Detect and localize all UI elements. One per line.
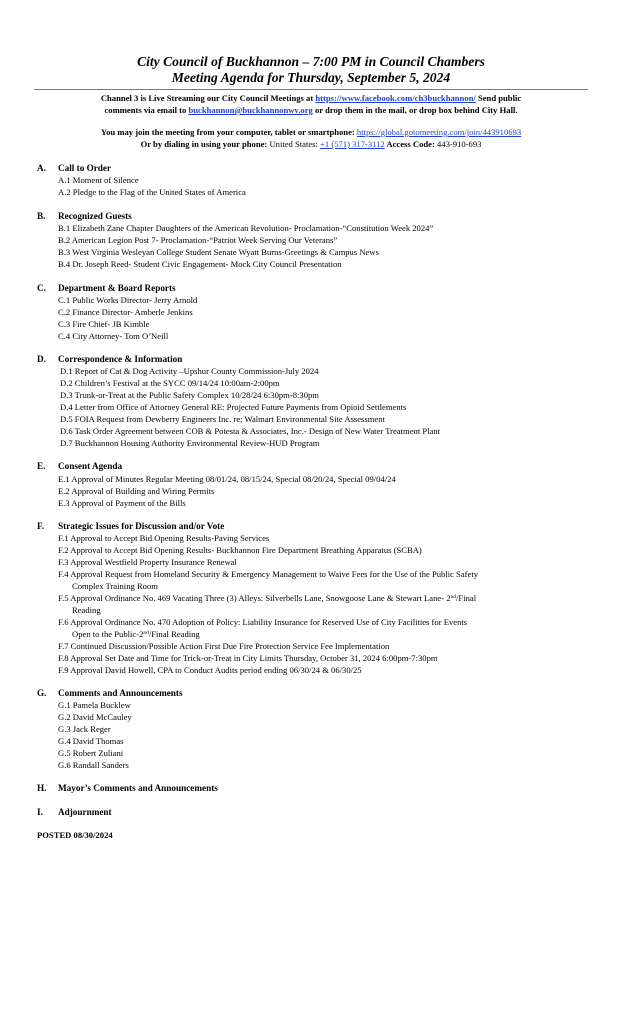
section-title: Call to Order — [58, 163, 112, 173]
section-letter: A. — [37, 163, 46, 173]
agenda-item-f1: F.1 Approval to Accept Bid Opening Results-Paving Services — [58, 533, 270, 543]
phone-link[interactable]: +1 (571) 317-3112 — [320, 139, 385, 149]
facebook-link[interactable]: https://www.facebook.com/ch3buckhannon/ — [315, 93, 476, 103]
posted-date: POSTED 08/30/2024 — [37, 830, 113, 840]
agenda-item-f5 — [58, 593, 476, 604]
section-title: Consent Agenda — [58, 461, 123, 471]
section-title: Adjournment — [58, 807, 112, 817]
agenda-item-e2: E.2 Approval of Building and Wiring Permits — [58, 486, 215, 496]
stream-notice-text: Channel 3 is Live Streaming our City Council Meetings at — [100, 93, 316, 103]
agenda-item-d7: D.7 Buckhannon Housing Authority Environmental Review-HUD Program — [60, 438, 320, 448]
section-d-heading — [37, 354, 182, 365]
agenda-item-b4: B.4 Dr. Joseph Reed- Student Civic Engagement- Mock City Council Presentation — [58, 259, 342, 269]
access-code: 443-910-693 — [437, 139, 482, 149]
agenda-item-d4: D.4 Letter from Office of Attorney General RE: Projected Future Payments from Opioid Settlements — [60, 402, 407, 412]
agenda-item-g2: G.2 David McCauley — [58, 712, 132, 722]
access-code-label: Access Code: — [384, 139, 438, 149]
section-e-heading — [37, 461, 122, 472]
agenda-item-d2: D.2 Children’s Festival at the SYCC 09/14/24 10:00am-2:00pm — [60, 378, 280, 388]
agenda-item-e1: E.1 Approval of Minutes Regular Meeting 08/01/24, 08/15/24, Special 08/20/24, Special 09/04/24 — [58, 474, 396, 484]
agenda-item-f7: F.7 Continued Discussion/Possible Action First Due Fire Protection Service Fee Implementation — [58, 641, 390, 651]
agenda-item-d3: D.3 Trunk-or-Treat at the Public Safety Complex 10/28/24 6:30pm-8:30pm — [60, 390, 319, 400]
email-link[interactable]: buckhannon@buckhannonwv.org — [188, 105, 313, 115]
section-title: Recognized Guests — [58, 211, 132, 221]
section-title: Comments and Announcements — [58, 688, 183, 698]
agenda-item-f6: F.6 Approval Ordinance No. 470 Adoption of Policy: Liability Insurance for Reserved Use of City Facilities for Events — [58, 617, 468, 627]
agenda-item-c2: C.2 Finance Director- Amberle Jenkins — [58, 307, 193, 317]
agenda-item-f5-cont: Reading — [72, 605, 101, 615]
section-letter: H. — [37, 783, 47, 793]
section-letter: C. — [37, 283, 46, 293]
agenda-item-d5: D.5 FOIA Request from Dewberry Engineers Inc. re; Walmart Environmental Site Assessment — [60, 414, 385, 424]
section-i-heading — [37, 807, 112, 818]
agenda-item-c4: C.4 City Attorney- Tom O’Neill — [58, 331, 169, 341]
comments-text-b: or drop them in the mail, or drop box behind City Hall. — [312, 105, 518, 115]
section-title: Strategic Issues for Discussion and/or Vote — [58, 521, 225, 531]
agenda-item-c3: C.3 Fire Chief- JB Kimble — [58, 319, 150, 329]
dial-country: United States: — [269, 139, 321, 149]
agenda-item-b1: B.1 Elizabeth Zane Chapter Daughters of the American Revolution- Proclamation-“Constitution Week 2024” — [58, 223, 434, 233]
section-title: Mayor’s Comments and Announcements — [58, 783, 218, 793]
agenda-item-d6: D.6 Task Order Agreement between COB & Potesta & Associates, Inc.- Design of New Water Treatment Plant — [60, 426, 441, 436]
f5-text: F.5 Approval Ordinance No. 469 Vacating Three (3) Alleys: Silverbells Lane, Snowgoose Lane & Stewart Lane- 2 — [58, 593, 451, 603]
section-c-heading — [37, 283, 176, 294]
f6-text: Open to the Public-2 — [72, 629, 144, 639]
comments-text: comments via email to — [104, 105, 189, 115]
f5-sup: nd — [450, 594, 457, 600]
section-letter: B. — [37, 211, 46, 221]
f6-text-b: /Final Reading — [148, 629, 200, 639]
section-letter: G. — [37, 688, 47, 698]
agenda-item-f9: F.9 Approval David Howell, CPA to Conduct Audits period ending 06/30/24 & 06/30/25 — [58, 665, 362, 675]
agenda-subtitle: Meeting Agenda for Thursday, September 5, 2024 — [171, 70, 451, 85]
section-letter: E. — [37, 461, 46, 471]
agenda-item-g1: G.1 Pamela Bucklew — [58, 700, 131, 710]
join-text: You may join the meeting from your computer, tablet or smartphone: — [100, 127, 357, 137]
stream-notice-line2 — [0, 105, 622, 117]
agenda-item-e3: E.3 Approval of Payment of the Bills — [58, 498, 186, 508]
agenda-item-f4: F.4 Approval Request from Homeland Security & Emergency Management to Waive Fees for the Use of the Public Safety — [58, 569, 479, 579]
agenda-item-b2: B.2 American Legion Post 7- Proclamation-“Patriot Week Serving Our Veterans” — [58, 235, 338, 245]
section-title: Department & Board Reports — [58, 283, 176, 293]
agenda-item-g4: G.4 David Thomas — [58, 736, 124, 746]
section-letter: D. — [37, 354, 46, 364]
agenda-item-c1: C.1 Public Works Director- Jerry Arnold — [58, 295, 198, 305]
agenda-item-f2: F.2 Approval to Accept Bid Opening Results- Buckhannon Fire Department Breathing Apparatus (SCBA) — [58, 545, 422, 555]
section-a-heading — [37, 163, 111, 174]
gotomeeting-link[interactable]: https://global.gotomeeting.com/join/443910693 — [356, 127, 522, 137]
section-f-heading — [37, 521, 224, 532]
agenda-title: City Council of Buckhannon – 7:00 PM in Council Chambers — [137, 54, 485, 69]
agenda-item-d1: D.1 Report of Cat & Dog Activity –Upshur County Commission-July 2024 — [60, 366, 319, 376]
dial-text: Or by dialing in using your phone: — [140, 139, 270, 149]
agenda-item-f6-cont — [72, 629, 200, 640]
agenda-item-f3: F.3 Approval Westfield Property Insurance Renewal — [58, 557, 237, 567]
agenda-item-a1: A.1 Moment of Silence — [58, 175, 139, 185]
section-letter: I. — [37, 807, 43, 817]
stream-notice-line1 — [0, 93, 622, 105]
agenda-item-f8: F.8 Approval Set Date and Time for Trick-or-Treat in City Limits Thursday, October 31, 2024 6:00pm-7:30pm — [58, 653, 438, 663]
join-line — [0, 127, 622, 139]
agenda-item-b3: B.3 West Virginia Wesleyan College Student Senate Wyatt Burns-Greetings & Campus News — [58, 247, 379, 257]
agenda-item-g3: G.3 Jack Reger — [58, 724, 111, 734]
section-h-heading — [37, 783, 218, 794]
agenda-item-f4-cont: Complex Training Room — [72, 581, 158, 591]
section-title: Correspondence & Information — [58, 354, 183, 364]
f5-text-b: /Final — [456, 593, 477, 603]
f6-sup: nd — [143, 630, 149, 636]
stream-notice-text-b: Send public — [475, 93, 522, 103]
section-letter: F. — [37, 521, 45, 531]
section-b-heading — [37, 211, 132, 222]
header-divider — [34, 89, 588, 90]
agenda-item-a2: A.2 Pledge to the Flag of the United States of America — [58, 187, 246, 197]
dial-line — [0, 139, 622, 151]
section-g-heading — [37, 688, 183, 699]
agenda-item-g5: G.5 Robert Zuliani — [58, 748, 124, 758]
agenda-item-g6: G.6 Randall Sanders — [58, 760, 129, 770]
